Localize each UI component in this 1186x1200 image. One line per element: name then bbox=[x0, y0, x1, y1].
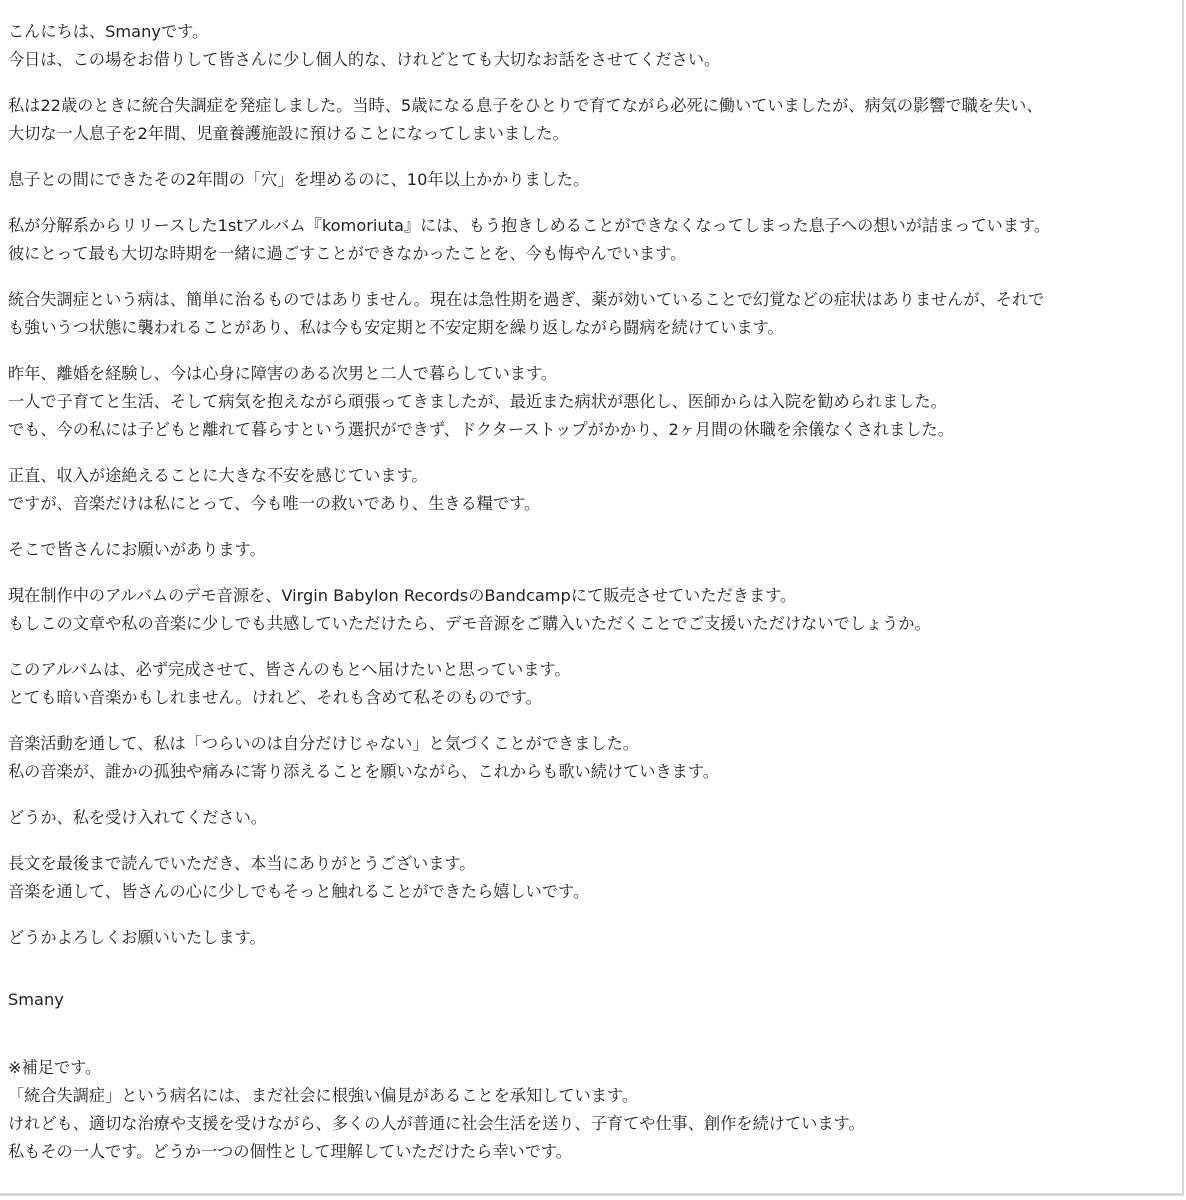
text-line: 正直、収入が途絶えることに大きな不安を感じています。 bbox=[8, 466, 428, 485]
text-line: ですが、音楽だけは私にとって、今も唯一の救いであり、生きる糧です。 bbox=[8, 494, 541, 513]
paragraph-income bbox=[8, 462, 1178, 518]
text-line: どうか、私を受け入れてください。 bbox=[8, 808, 267, 827]
text-line: 私の音楽が、誰かの孤独や痛みに寄り添えることを願いながら、これからも歌い続けていきます。 bbox=[8, 762, 719, 781]
letter-body bbox=[8, 18, 1178, 1184]
note-line: けれども、適切な治療や支援を受けながら、多くの人が普通に社会生活を送り、子育てや仕事、創作を続けています。 bbox=[8, 1114, 865, 1133]
note-line: 私もその一人です。どうか一つの個性として理解していただけたら幸いです。 bbox=[8, 1142, 572, 1161]
text-line: 昨年、離婚を経験し、今は心身に障害のある次男と二人で暮らしています。 bbox=[8, 364, 558, 383]
signature bbox=[8, 986, 1178, 1014]
paragraph-diagnosis bbox=[8, 92, 1178, 148]
supplementary-note bbox=[8, 1054, 1178, 1166]
text-line: 大切な一人息子を2年間、児童養護施設に預けることになってしまいました。 bbox=[8, 124, 569, 143]
text-line: 息子との間にできたその2年間の「穴」を埋めるのに、10年以上かかりました。 bbox=[8, 170, 590, 189]
text-line: こんにちは、Smanyです。 bbox=[8, 22, 209, 41]
text-line: 今日は、この場をお借りして皆さんに少し個人的な、けれどとても大切なお話をさせてください。 bbox=[8, 50, 721, 69]
text-line: 私が分解系からリリースした1stアルバム『komoriuta』には、もう抱きしめることができなくなってしまった息子への想いが詰まっています。 bbox=[8, 216, 1051, 235]
text-line: 音楽を通して、皆さんの心に少しでもそっと触れることができたら嬉しいです。 bbox=[8, 882, 590, 901]
paragraph-closing bbox=[8, 924, 1178, 952]
paragraph-thanks bbox=[8, 850, 1178, 906]
text-line: 一人で子育てと生活、そして病気を抱えながら頑張ってきましたが、最近また病状が悪化し、医師からは入院を勧められました。 bbox=[8, 392, 947, 411]
text-line: 彼にとって最も大切な時期を一緒に過ごすことができなかったことを、今も悔やんでいます。 bbox=[8, 244, 687, 263]
text-line: もしこの文章や私の音楽に少しでも共感していただけたら、デモ音源をご購入いただくことでご支援いただけないでしょうか。 bbox=[8, 614, 931, 633]
text-line: 音楽活動を通して、私は「つらいのは自分だけじゃない」と気づくことができました。 bbox=[8, 734, 639, 753]
paragraph-greeting bbox=[8, 18, 1178, 74]
text-line: 私は22歳のときに統合失調症を発症しました。当時、5歳になる息子をひとりで育てながら必死に働いていましたが、病気の影響で職を失い、 bbox=[8, 96, 1043, 115]
paragraph-demo-sale bbox=[8, 582, 1178, 638]
text-line: 統合失調症という病は、簡単に治るものではありません。現在は急性期を過ぎ、薬が効いていることで幻覚などの症状はありませんが、それで bbox=[8, 290, 1045, 309]
text-line: とても暗い音楽かもしれません。けれど、それも含めて私そのものです。 bbox=[8, 688, 542, 707]
paragraph-music-hope bbox=[8, 730, 1178, 786]
text-line: 長文を最後まで読んでいただき、本当にありがとうございます。 bbox=[8, 854, 476, 873]
text-line: どうかよろしくお願いいたします。 bbox=[8, 928, 266, 947]
text-line: このアルバムは、必ず完成させて、皆さんのもとへ届けたいと思っています。 bbox=[8, 660, 571, 679]
text-line: そこで皆さんにお願いがあります。 bbox=[8, 540, 266, 559]
signature-name: Smany bbox=[8, 990, 64, 1009]
paragraph-separation bbox=[8, 166, 1178, 194]
text-line: も強いうつ状態に襲われることがあり、私は今も安定期と不安定期を繰り返しながら闘病を続けています。 bbox=[8, 318, 784, 337]
note-line: 「統合失調症」という病名には、まだ社会に根強い偏見があることを承知しています。 bbox=[8, 1086, 639, 1105]
paragraph-album-plan bbox=[8, 656, 1178, 712]
paragraph-acceptance bbox=[8, 804, 1178, 832]
paragraph-request bbox=[8, 536, 1178, 564]
note-line: ※補足です。 bbox=[8, 1058, 102, 1077]
paragraph-album bbox=[8, 212, 1178, 268]
text-line: 現在制作中のアルバムのデモ音源を、Virgin Babylon RecordsのBandcampにて販売させていただきます。 bbox=[8, 586, 797, 605]
paragraph-illness bbox=[8, 286, 1178, 342]
text-line: でも、今の私には子どもと離れて暮らすという選択ができず、ドクターストップがかかり、2ヶ月間の休職を余儀なくされました。 bbox=[8, 420, 954, 439]
paragraph-current-life bbox=[8, 360, 1178, 444]
